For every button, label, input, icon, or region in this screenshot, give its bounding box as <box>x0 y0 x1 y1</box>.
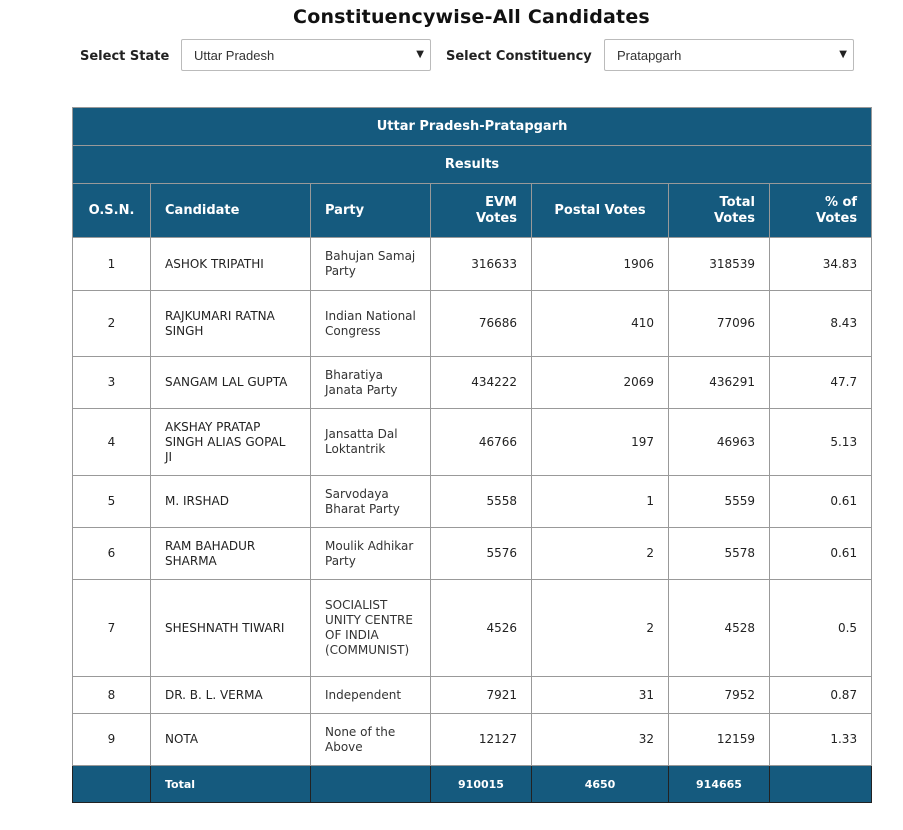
total-total-votes: 914665 <box>669 766 770 803</box>
cell-osn: 7 <box>73 580 151 677</box>
cell-evm-votes: 12127 <box>431 714 532 766</box>
cell-evm-votes: 7921 <box>431 677 532 714</box>
chevron-down-icon: ▼ <box>416 49 424 60</box>
cell-evm-votes: 4526 <box>431 580 532 677</box>
cell-party: None of the Above <box>311 714 431 766</box>
cell-party: SOCIALIST UNITY CENTRE OF INDIA (COMMUNIST) <box>311 580 431 677</box>
table-row <box>73 677 872 714</box>
cell-postal-votes: 2069 <box>532 357 669 409</box>
constituency-banner: Uttar Pradesh-Pratapgarh <box>73 108 872 146</box>
cell-total-votes: 4528 <box>669 580 770 677</box>
cell-osn: 8 <box>73 677 151 714</box>
header-candidate: Candidate <box>151 184 311 238</box>
cell-evm-votes: 5558 <box>431 476 532 528</box>
cell-osn: 9 <box>73 714 151 766</box>
constituency-label: Select Constituency <box>446 49 592 64</box>
cell-percent-votes: 47.7 <box>770 357 872 409</box>
cell-postal-votes: 32 <box>532 714 669 766</box>
cell-candidate: NOTA <box>151 714 311 766</box>
page-title: Constituencywise-All Candidates <box>293 6 650 28</box>
cell-evm-votes: 434222 <box>431 357 532 409</box>
cell-candidate: AKSHAY PRATAP SINGH ALIAS GOPAL JI <box>151 409 311 476</box>
table-row <box>73 357 872 409</box>
results-banner: Results <box>73 146 872 184</box>
cell-candidate: ASHOK TRIPATHI <box>151 238 311 291</box>
total-postal-votes: 4650 <box>532 766 669 803</box>
table-row <box>73 580 872 677</box>
cell-candidate: SHESHNATH TIWARI <box>151 580 311 677</box>
header-total-votes: Total Votes <box>669 184 770 238</box>
cell-evm-votes: 46766 <box>431 409 532 476</box>
state-select[interactable] <box>181 39 431 71</box>
cell-total-votes: 5578 <box>669 528 770 580</box>
cell-postal-votes: 1 <box>532 476 669 528</box>
chevron-down-icon: ▼ <box>839 49 847 60</box>
cell-osn: 1 <box>73 238 151 291</box>
cell-evm-votes: 316633 <box>431 238 532 291</box>
table-row <box>73 409 872 476</box>
cell-party: Sarvodaya Bharat Party <box>311 476 431 528</box>
header-osn: O.S.N. <box>73 184 151 238</box>
cell-candidate: RAM BAHADUR SHARMA <box>151 528 311 580</box>
cell-percent-votes: 1.33 <box>770 714 872 766</box>
cell-total-votes: 46963 <box>669 409 770 476</box>
state-label: Select State <box>80 49 170 64</box>
results-table <box>72 107 872 803</box>
table-row <box>73 291 872 357</box>
constituency-select[interactable] <box>604 39 854 71</box>
header-postal-votes: Postal Votes <box>532 184 669 238</box>
header-percent-votes: % of Votes <box>770 184 872 238</box>
cell-party: Bharatiya Janata Party <box>311 357 431 409</box>
cell-osn: 6 <box>73 528 151 580</box>
header-evm-votes: EVM Votes <box>431 184 532 238</box>
cell-party: Independent <box>311 677 431 714</box>
table-row <box>73 476 872 528</box>
cell-postal-votes: 1906 <box>532 238 669 291</box>
cell-percent-votes: 5.13 <box>770 409 872 476</box>
cell-evm-votes: 76686 <box>431 291 532 357</box>
cell-postal-votes: 2 <box>532 528 669 580</box>
constituency-select-value: Pratapgarh <box>617 48 682 63</box>
cell-party: Moulik Adhikar Party <box>311 528 431 580</box>
table-row <box>73 528 872 580</box>
total-evm-votes: 910015 <box>431 766 532 803</box>
cell-osn: 5 <box>73 476 151 528</box>
table-row <box>73 238 872 291</box>
cell-party: Indian National Congress <box>311 291 431 357</box>
cell-evm-votes: 5576 <box>431 528 532 580</box>
total-party-cell <box>311 766 431 803</box>
cell-percent-votes: 8.43 <box>770 291 872 357</box>
cell-postal-votes: 197 <box>532 409 669 476</box>
cell-candidate: DR. B. L. VERMA <box>151 677 311 714</box>
cell-osn: 3 <box>73 357 151 409</box>
cell-postal-votes: 410 <box>532 291 669 357</box>
cell-percent-votes: 0.61 <box>770 528 872 580</box>
cell-percent-votes: 0.87 <box>770 677 872 714</box>
cell-total-votes: 5559 <box>669 476 770 528</box>
cell-candidate: M. IRSHAD <box>151 476 311 528</box>
cell-osn: 2 <box>73 291 151 357</box>
cell-candidate: SANGAM LAL GUPTA <box>151 357 311 409</box>
cell-postal-votes: 2 <box>532 580 669 677</box>
total-row <box>73 766 872 803</box>
header-party: Party <box>311 184 431 238</box>
cell-percent-votes: 0.5 <box>770 580 872 677</box>
cell-total-votes: 436291 <box>669 357 770 409</box>
cell-osn: 4 <box>73 409 151 476</box>
total-percent-cell <box>770 766 872 803</box>
cell-candidate: RAJKUMARI RATNA SINGH <box>151 291 311 357</box>
cell-party: Bahujan Samaj Party <box>311 238 431 291</box>
cell-total-votes: 318539 <box>669 238 770 291</box>
total-osn-cell <box>73 766 151 803</box>
filter-bar <box>0 39 903 75</box>
cell-postal-votes: 31 <box>532 677 669 714</box>
cell-percent-votes: 34.83 <box>770 238 872 291</box>
cell-total-votes: 77096 <box>669 291 770 357</box>
total-label: Total <box>151 766 311 803</box>
cell-percent-votes: 0.61 <box>770 476 872 528</box>
state-select-value: Uttar Pradesh <box>194 48 275 63</box>
cell-party: Jansatta Dal Loktantrik <box>311 409 431 476</box>
cell-total-votes: 12159 <box>669 714 770 766</box>
cell-total-votes: 7952 <box>669 677 770 714</box>
table-row <box>73 714 872 766</box>
